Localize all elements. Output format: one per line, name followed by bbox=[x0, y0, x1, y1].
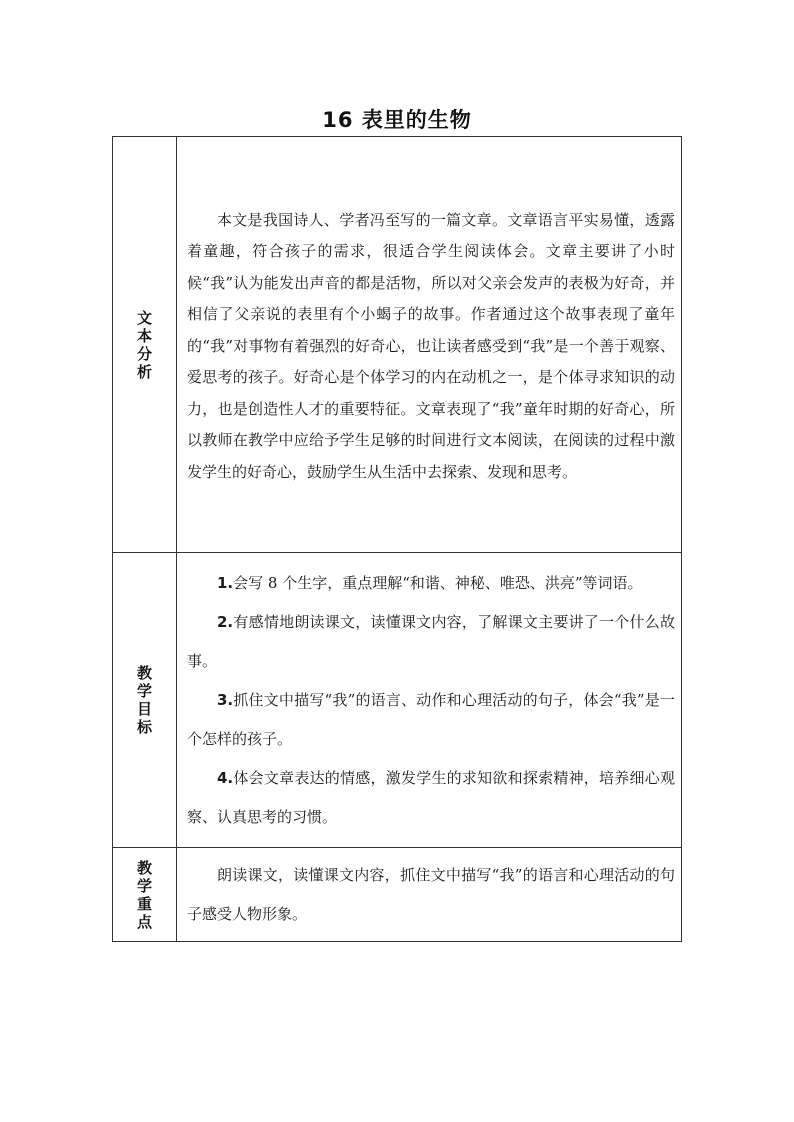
focus-paragraph: 朗读课文，读懂课文内容，抓住文中描写“我”的语言和心理活动的句子感受人物形象。 bbox=[187, 865, 675, 923]
goal-number: 2. bbox=[217, 612, 234, 631]
row-label-cell bbox=[113, 137, 177, 553]
goal-item bbox=[187, 759, 675, 837]
goal-item bbox=[187, 681, 675, 759]
page-title: 16 表里的生物 bbox=[322, 108, 472, 132]
goal-item bbox=[187, 603, 675, 681]
goal-item bbox=[187, 564, 675, 603]
row-label-goals: 教学目标 bbox=[136, 664, 152, 736]
goals-content-cell bbox=[177, 553, 682, 848]
table-row-focus bbox=[113, 848, 682, 942]
table-row-analysis bbox=[113, 137, 682, 553]
goal-text: 体会文章表达的情感，激发学生的求知欲和探索精神，培养细心观察、认真思考的习惯。 bbox=[187, 768, 675, 826]
row-label-cell bbox=[113, 848, 177, 942]
goal-text: 会写 8 个生字，重点理解“和谐、神秘、唯恐、洪亮”等词语。 bbox=[233, 573, 643, 592]
goal-number: 1. bbox=[217, 573, 234, 592]
row-label-focus: 教学重点 bbox=[136, 858, 152, 931]
goal-text: 抓住文中描写“我”的语言、动作和心理活动的句子，体会“我”是一个怎样的孩子。 bbox=[187, 690, 675, 748]
analysis-paragraph: 本文是我国诗人、学者冯至写的一篇文章。文章语言平实易懂，透露着童趣，符合孩子的需求，很适合学生阅读体会。文章主要讲了小时候“我”认为能发出声音的都是活物，所以对父亲会发声的表极为好奇，并相信了父亲说的表里有个小蝎子的故事。作者通过这个故事表现了童年的“我”对事物有着强烈的好奇心，也让读者感受到“我”是一个善于观察、爱思考的孩子。好奇心是个体学习的内在动机之一，是个体寻求知识的动力，也是创造性人才的重要特征。文章表现了“我”童年时期的好奇心，所以教师在教学中应给予学生足够的时间进行文本阅读，在阅读的过程中激发学生的好奇心，鼓励学生从生活中去探索、发现和思考。 bbox=[187, 210, 675, 481]
goal-number: 4. bbox=[217, 768, 234, 787]
table-row-goals bbox=[113, 553, 682, 848]
row-label-cell bbox=[113, 553, 177, 848]
row-label-analysis: 文本分析 bbox=[136, 308, 152, 381]
lesson-plan-table bbox=[112, 136, 682, 942]
focus-content-cell bbox=[177, 848, 682, 942]
goal-text: 有感情地朗读课文，读懂课文内容，了解课文主要讲了一个什么故事。 bbox=[187, 612, 675, 670]
goal-number: 3. bbox=[217, 690, 234, 709]
analysis-content-cell bbox=[177, 137, 682, 553]
